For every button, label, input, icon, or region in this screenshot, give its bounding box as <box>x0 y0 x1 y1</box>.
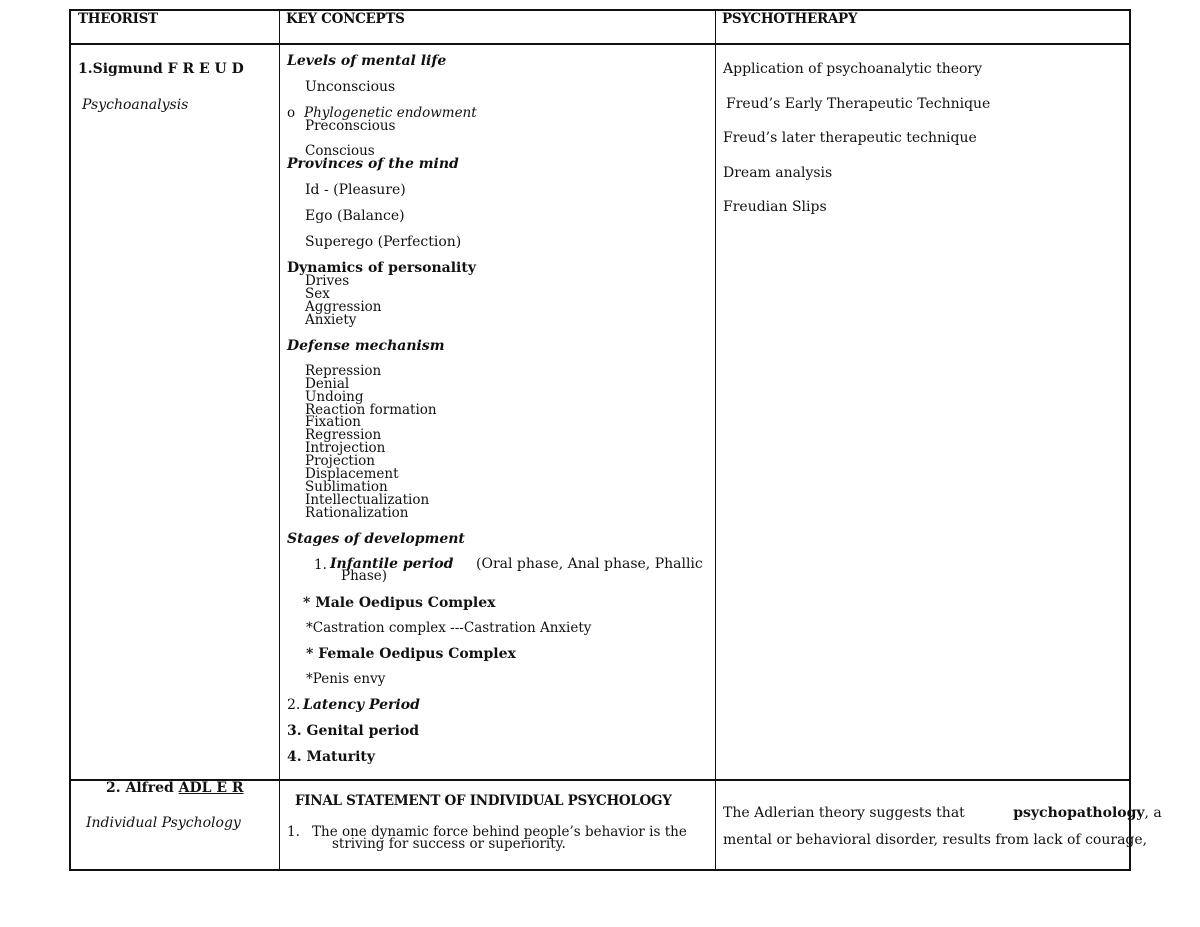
adler-name-prefix: 2. Alfred <box>106 780 179 796</box>
levels-title: Levels of mental life <box>287 53 447 69</box>
header-theorist: THEORIST <box>78 11 158 27</box>
adler-school: Individual Psychology <box>86 815 241 831</box>
infantile-label: Infantile period <box>330 556 454 572</box>
adler-therapy-line2: mental or behavioral disorder, results from lack of courage, <box>723 832 1148 848</box>
penis-envy: *Penis envy <box>306 671 386 687</box>
adler-point-number: 1. <box>287 824 300 840</box>
adler-statement-title: FINAL STATEMENT OF INDIVIDUAL PSYCHOLOGY <box>295 793 672 809</box>
level-phylogenetic: Phylogenetic endowment <box>304 105 477 121</box>
province-item: Ego (Balance) <box>305 208 405 224</box>
infantile-detail-cont: Phase) <box>341 568 388 584</box>
defense-item: Rationalization <box>305 505 409 521</box>
therapy-item: Application of psychoanalytic theory <box>723 61 983 77</box>
column-divider-2 <box>715 11 716 869</box>
defense-item: Projection <box>305 453 375 469</box>
stages-title: Stages of development <box>287 531 465 547</box>
maturity: 4. Maturity <box>287 749 375 765</box>
level-preconscious: Preconscious <box>305 118 396 134</box>
header-row-divider <box>71 43 1129 45</box>
genital-period: 3. Genital period <box>287 723 420 739</box>
latency-label: Latency Period <box>303 697 420 713</box>
therapy-item: Freudian Slips <box>723 199 827 215</box>
provinces-title: Provinces of the mind <box>287 156 459 172</box>
castration-complex: *Castration complex ---Castration Anxiety <box>306 620 592 636</box>
adler-name-surname: ADL E R <box>178 780 244 796</box>
dynamics-title: Dynamics of personality <box>287 260 476 276</box>
therapy-item: Freud’s later therapeutic technique <box>723 130 977 146</box>
freud-name: 1.Sigmund F R E U D <box>78 61 244 77</box>
defense-item: Regression <box>305 427 382 443</box>
infantile-detail: (Oral phase, Anal phase, Phallic <box>476 556 703 572</box>
defense-item: Reaction formation <box>305 402 437 418</box>
defense-item: Fixation <box>305 414 361 430</box>
defense-item: Undoing <box>305 389 364 405</box>
defense-item: Repression <box>305 363 382 379</box>
male-oedipus: * Male Oedipus Complex <box>303 595 496 611</box>
infantile-number: 1. <box>314 557 327 573</box>
dynamics-item: Drives <box>305 273 350 289</box>
province-item: Id - (Pleasure) <box>305 182 406 198</box>
adler-name <box>106 781 244 796</box>
adler-therapy-line1 <box>723 806 1162 821</box>
therapy-item: Freud’s Early Therapeutic Technique <box>726 96 991 112</box>
defense-item: Intellectualization <box>305 492 430 508</box>
adler-therapy-text-a: The Adlerian theory suggests that <box>723 805 970 821</box>
dynamics-item: Anxiety <box>305 312 357 328</box>
dynamics-item: Aggression <box>305 299 382 315</box>
adler-point-line2: striving for success or superiority. <box>332 836 566 852</box>
header-key-concepts: KEY CONCEPTS <box>286 11 405 27</box>
adler-point-line1: The one dynamic force behind people’s behavior is the <box>312 824 687 840</box>
latency-number: 2. <box>287 697 301 713</box>
header-psychotherapy: PSYCHOTHERAPY <box>722 11 858 27</box>
defense-item: Introjection <box>305 440 386 456</box>
defense-item: Sublimation <box>305 479 388 495</box>
therapy-item: Dream analysis <box>723 165 833 181</box>
level-conscious: Conscious <box>305 143 375 159</box>
adler-therapy-text-b: , a <box>1144 805 1162 821</box>
defense-item: Displacement <box>305 466 399 482</box>
bullet-icon: o <box>287 105 296 121</box>
column-divider-1 <box>279 11 280 869</box>
level-unconscious: Unconscious <box>305 79 396 95</box>
dynamics-item: Sex <box>305 286 330 302</box>
defense-item: Denial <box>305 376 350 392</box>
defense-title: Defense mechanism <box>287 338 445 354</box>
freud-school: Psychoanalysis <box>82 97 189 113</box>
province-item: Superego (Perfection) <box>305 234 462 250</box>
adler-therapy-bold: psychopathology <box>1013 805 1145 821</box>
female-oedipus: * Female Oedipus Complex <box>306 646 516 662</box>
